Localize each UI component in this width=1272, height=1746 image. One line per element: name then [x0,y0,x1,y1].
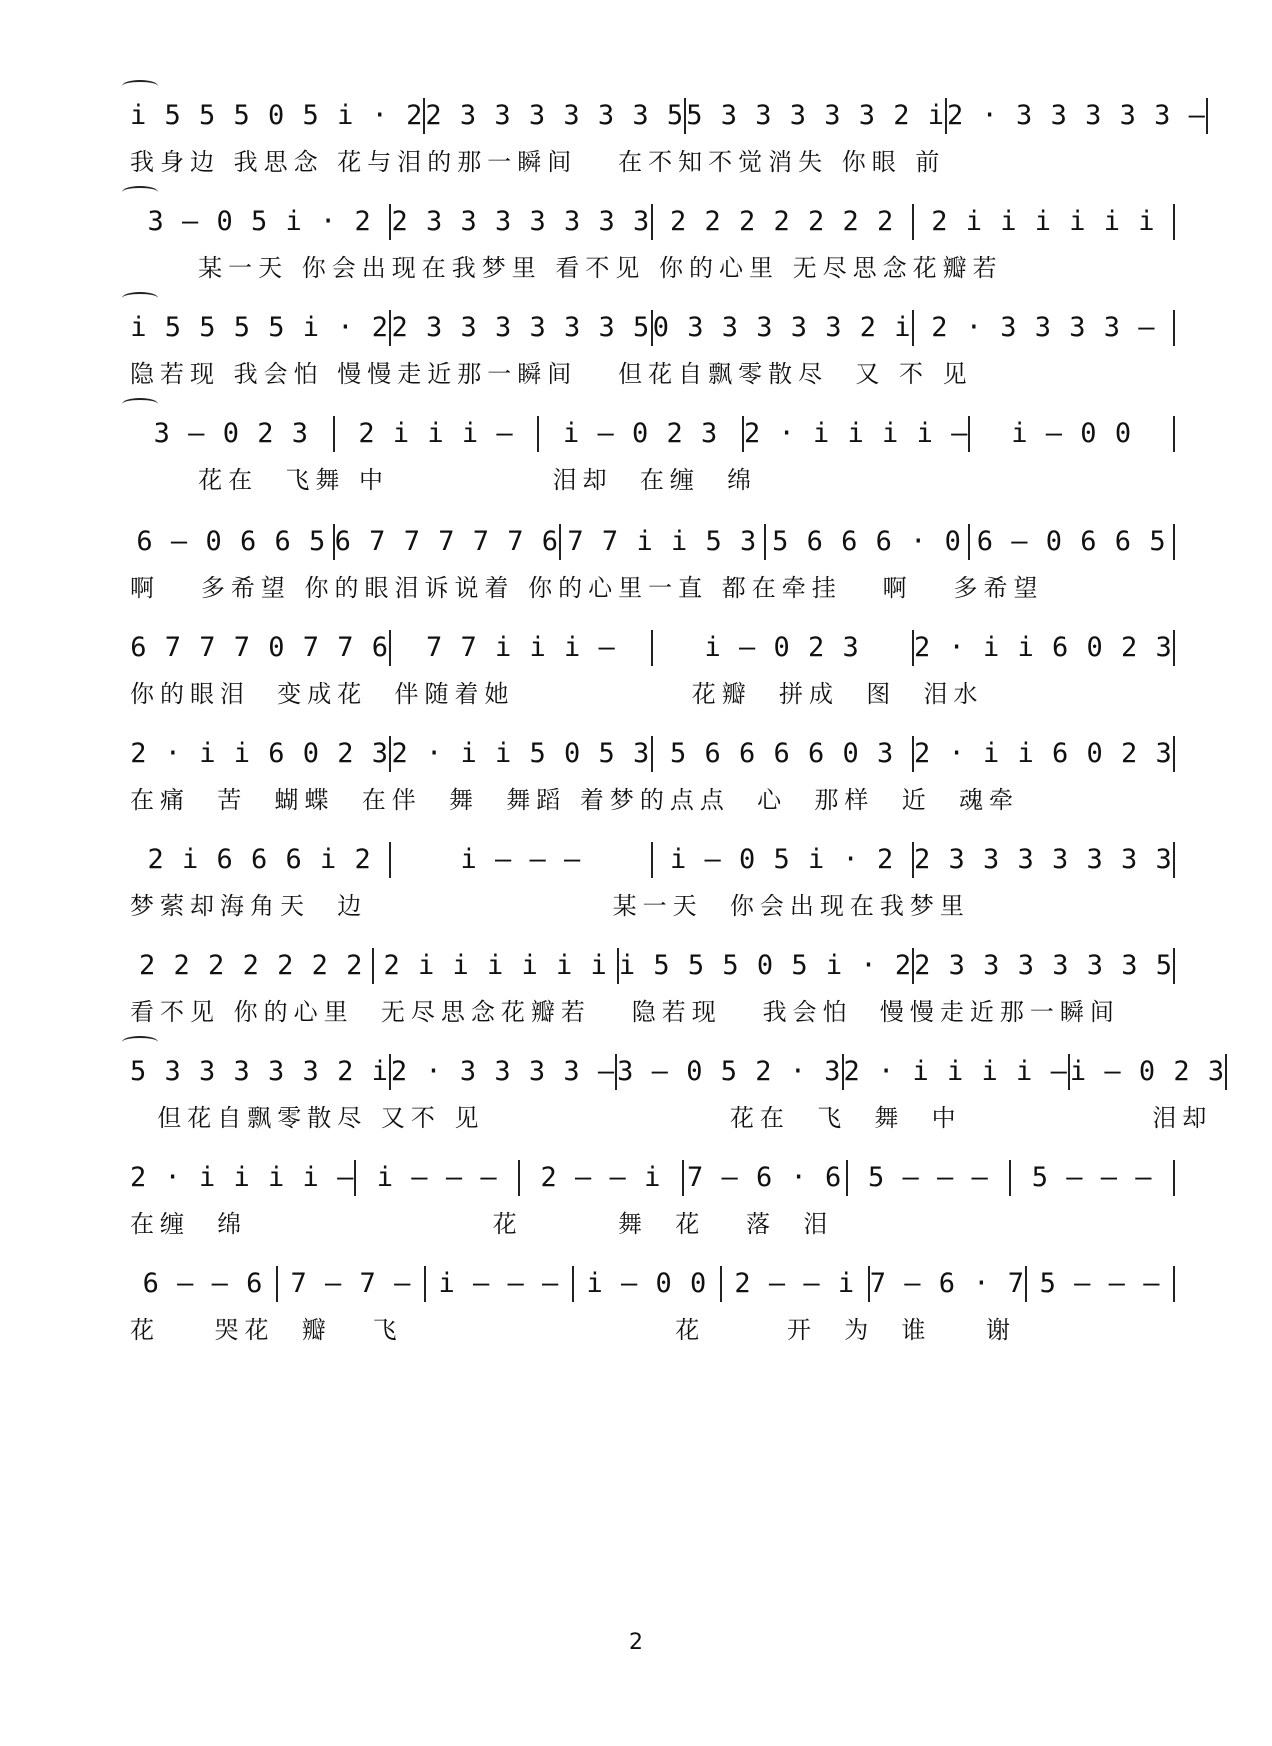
lyrics-line: 某一天 你会出现在我梦里 看不见 你的心里 无尽思念花瓣若 [130,254,1003,282]
notation-line [130,944,1175,988]
tie-arc-icon [122,1036,158,1048]
tie-arc-icon [122,398,158,410]
measure: 5 – – – [1039,1268,1161,1299]
notation-line [130,200,1175,244]
measure: i 5 5 5 0 5 i · 2 [130,100,424,131]
notation-line [130,838,1175,882]
measure: 6 – – 6 [142,1268,264,1299]
measure: 5 – – – [1031,1162,1153,1193]
measure: i – 0 0 [1011,418,1133,449]
measure: i – 0 5 i · 2 [669,844,895,875]
barline [1173,204,1175,240]
notation-line [130,520,1175,564]
lyrics-line: 你的眼泪 变成花 伴随着她 花瓣 拼成 图 泪水 [130,680,984,708]
lyrics-line: 隐若现 我会怕 慢慢走近那一瞬间 但花自飘零散尽 又 不 见 [130,360,973,388]
measure: 2 i 6 6 6 i 2 [147,844,372,875]
measure: 7 – 7 – [290,1268,412,1299]
barline [1173,1266,1175,1302]
lyrics-line: 在痛 苦 蝴蝶 在伴 舞 舞蹈 着梦的点点 心 那样 近 魂牵 [130,786,1019,814]
page-number: 2 [629,1630,643,1655]
measure: 2 · i i 5 0 5 3 [391,738,651,769]
measure: 6 7 7 7 7 7 6 [334,526,559,557]
measure: 2 2 2 2 2 2 2 [139,950,364,981]
barline [1173,736,1175,772]
measure: i – 0 2 3 [563,418,719,449]
measure: 2 – – i [734,1268,856,1299]
measure: i – – – [376,1162,498,1193]
barline [1225,1054,1227,1090]
tie-arc-icon [122,292,158,304]
measure: 3 – 0 2 3 [153,418,309,449]
measure: 7 7 i i i – [425,632,616,663]
barline [1173,416,1175,452]
notation-line [130,306,1175,350]
measure: 2 – – i [540,1162,662,1193]
measure: 6 – 0 6 6 5 [136,526,327,557]
barline [1206,98,1208,134]
lyrics-line: 看不见 你的心里 无尽思念花瓣若 隐若现 我会怕 慢慢走近那一瞬间 [130,998,1120,1026]
lyrics-line: 在缠 绵 花 舞 花 落 泪 [130,1210,834,1238]
lyrics-line: 啊 多希望 你的眼泪诉说着 你的心里一直 都在牵挂 啊 多希望 [130,574,1044,602]
barline [1173,1160,1175,1196]
barline [1173,842,1175,878]
barline [1173,630,1175,666]
score-system [130,618,1175,718]
measure: 2 3 3 3 3 3 3 3 [913,844,1173,875]
tie-arc-icon [122,80,158,92]
measure: 2 · i i 6 0 2 3 [913,738,1173,769]
measure: 2 3 3 3 3 3 3 3 [391,206,651,237]
measure: 7 – 6 · 6 [687,1162,843,1193]
measure: i – 0 0 [586,1268,708,1299]
measure: 2 i i i i i i [931,206,1156,237]
notation-line [130,626,1175,670]
score-system [130,512,1175,612]
lyrics-line: 花在 飞舞 中 泪却 在缠 绵 [130,466,758,494]
measure: 5 3 3 3 3 3 2 i [130,1056,389,1087]
lyrics-line: 梦萦却海角天 边 某一天 你会出现在我梦里 [130,892,970,920]
measure: 2 · i i i i – [130,1162,355,1193]
barline [1173,948,1175,984]
score-system [130,1148,1175,1248]
score-system [130,192,1175,292]
notation-line [130,732,1175,776]
barline [1173,310,1175,346]
measure: 2 · 3 3 3 3 – [390,1056,616,1087]
measure: 2 i i i i i i [383,950,608,981]
measure: 6 7 7 7 0 7 7 6 [130,632,390,663]
score-system [130,86,1206,186]
measure: 5 6 6 6 · 0 [772,526,962,557]
measure: 0 3 3 3 3 3 2 i [652,312,912,343]
measure: 2 · 3 3 3 3 3 – [947,100,1206,131]
notation-line [130,412,1175,456]
measure: 2 · i i i i – [843,1056,1068,1087]
score-system [130,298,1175,398]
measure: i 5 5 5 0 5 i · 2 [618,950,913,981]
measure: 2 3 3 3 3 3 3 5 [391,312,651,343]
measure: i – 0 2 3 [1069,1056,1226,1087]
score-system [130,1042,1226,1142]
score-system [130,404,1175,504]
measure: 2 · 3 3 3 3 – [931,312,1156,343]
measure: 7 – 6 · 7 [869,1268,1026,1299]
measure: 2 i i i – [358,418,514,449]
measure: 2 · i i 6 0 2 3 [130,738,390,769]
score-system [130,936,1175,1036]
measure: i – – – [438,1268,560,1299]
notation-line [130,94,1206,138]
score-system [130,1254,1175,1354]
measure: 5 3 3 3 3 3 2 i [686,100,946,131]
measure: 2 · i i i i – [744,418,969,449]
measure: i 5 5 5 5 i · 2 [130,312,390,343]
lyrics-line: 但花自飘零散尽 又不 见 花在 飞 舞 中 泪却 [130,1104,1213,1132]
measure: 2 · i i 6 0 2 3 [913,632,1173,663]
score-system [130,830,1175,930]
measure: 3 – 0 5 2 · 3 [617,1056,842,1087]
measure: i – – – [460,844,582,875]
notation-line [130,1050,1226,1094]
measure: i – 0 2 3 [704,632,860,663]
lyrics-line: 花 哭花 瓣 飞 花 开 为 谁 谢 [130,1316,1017,1344]
measure: 5 – – – [868,1162,989,1193]
measure: 2 3 3 3 3 3 3 5 [914,950,1173,981]
measure: 5 6 6 6 6 0 3 [669,738,895,769]
notation-line [130,1156,1175,1200]
lyrics-line: 我身边 我思念 花与泪的那一瞬间 在不知不觉消失 你眼 前 [130,148,946,176]
tie-arc-icon [122,186,158,198]
measure: 7 7 i i 5 3 [567,526,758,557]
barline [1173,524,1175,560]
measure: 6 – 0 6 6 5 [976,526,1167,557]
measure: 3 – 0 5 i · 2 [147,206,372,237]
notation-line [130,1262,1175,1306]
score-system [130,724,1175,824]
measure: 2 3 3 3 3 3 3 5 [425,100,685,131]
measure: 2 2 2 2 2 2 2 [669,206,895,237]
